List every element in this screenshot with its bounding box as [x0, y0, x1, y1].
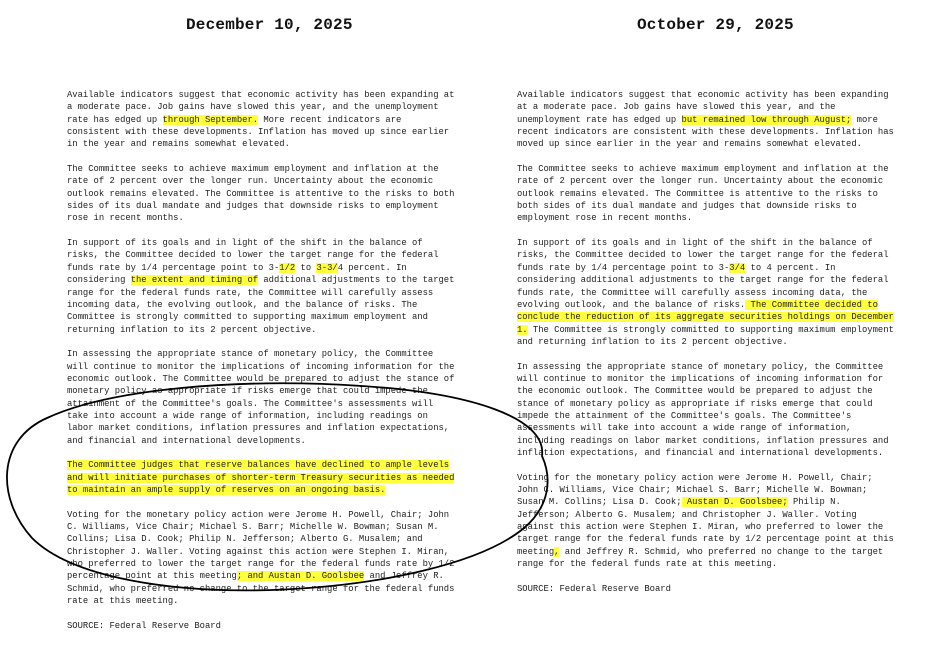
- highlighted-change: the extent and timing of: [130, 275, 259, 286]
- highlighted-change: through September.: [162, 114, 259, 125]
- text-segment: and Jeffrey R. Schmid, who preferred no change to the target: [559, 546, 884, 557]
- highlighted-change: 3/4: [729, 262, 746, 273]
- text-line: [67, 558, 454, 570]
- text-segment: John C. Williams, Vice Chair; Michael S. Barr; Michelle W. Bowman;: [517, 485, 868, 495]
- left-paragraph: [67, 89, 454, 151]
- text-segment: Christopher J. Waller. Voting against this action were Stephen I. Miran,: [67, 546, 450, 557]
- text-line: [67, 620, 454, 632]
- text-segment: The Committee is strongly committed to supporting maximum employment: [527, 324, 894, 335]
- highlighted-change: 3-3/: [316, 262, 338, 273]
- text-segment: rate at this meeting.: [67, 596, 179, 607]
- highlighted-change: ; and Austan D. Goolsbee: [236, 571, 365, 582]
- text-line: [67, 410, 454, 422]
- text-line: [517, 114, 894, 126]
- text-line: [517, 447, 894, 459]
- left-paragraph: [67, 509, 454, 608]
- text-segment: a moderate pace. Job gains have slowed this year, and the unemployment: [67, 102, 439, 113]
- text-segment: including readings on labor market conditions, inflation pressures and: [517, 435, 889, 446]
- text-segment: outlook remains elevated. The Committee is attentive to the risks to: [517, 188, 878, 199]
- text-segment: Available indicators suggest that economic activity has been expanding at: [67, 90, 455, 100]
- left-paragraph: [67, 237, 454, 336]
- text-segment: will continue to monitor the implications of incoming information for: [517, 373, 884, 384]
- text-line: [517, 287, 894, 299]
- text-segment: and returning inflation to its 2 percent objective.: [517, 336, 788, 347]
- text-line: [517, 521, 894, 533]
- text-segment: SOURCE: Federal Reserve Board: [67, 620, 221, 631]
- text-segment: at a moderate pace. Job gains have slowed this year, and the: [517, 102, 836, 113]
- text-segment: Schmid, who preferred no change to the target range for the federal funds: [67, 583, 455, 594]
- text-segment: SOURCE: Federal Reserve Board: [517, 583, 671, 594]
- text-segment: assessments will take into account a wide range of information,: [517, 423, 852, 434]
- text-line: [517, 558, 894, 570]
- text-line: [67, 138, 454, 150]
- text-line: [517, 200, 894, 212]
- text-line: [67, 373, 454, 385]
- highlighted-change: The Committee judges that reserve balances have declined to ample levels: [67, 460, 450, 471]
- text-segment: 4 percent. In: [337, 262, 407, 273]
- text-line: [67, 595, 454, 607]
- text-line: [67, 114, 454, 126]
- text-line: [67, 435, 454, 447]
- text-segment: and financial and international developments.: [67, 435, 306, 446]
- text-segment: considering additional adjustments to the target range for the federal: [517, 275, 889, 286]
- text-line: [67, 324, 454, 336]
- text-segment: impede the attainment of the Committee's goals. The Committee's: [517, 410, 852, 421]
- text-segment: and Jeffrey R.: [364, 571, 444, 582]
- right-paragraph: [517, 89, 894, 151]
- highlighted-change: 1.: [517, 324, 528, 335]
- text-segment: C. Williams, Vice Chair; Michael S. Barr; Michelle W. Bowman; Susan M.: [67, 522, 439, 533]
- text-segment: In assessing the appropriate stance of monetary policy, the Committee: [67, 349, 434, 360]
- right-paragraph: [517, 361, 894, 460]
- text-segment: target range for the federal funds rate by 1/2 percentage point at this: [517, 534, 894, 545]
- text-segment: both sides of its dual mandate and judges that downside risks to: [517, 201, 857, 212]
- highlighted-change: 1/2: [279, 262, 296, 273]
- text-line: [517, 533, 894, 545]
- text-line: [67, 472, 454, 484]
- text-line: [517, 361, 894, 373]
- text-line: [517, 262, 894, 274]
- text-segment: to: [295, 262, 317, 273]
- text-segment: rate of 2 percent over the longer run. Uncertainty about the economic: [67, 176, 434, 187]
- text-line: [67, 101, 454, 113]
- text-line: [67, 459, 454, 471]
- highlighted-change: The Committee decided to: [745, 299, 878, 310]
- october-statement-column: [517, 89, 894, 607]
- text-segment: incoming data, the evolving outlook, and the balance of risks. The: [67, 299, 418, 310]
- left-paragraph: [67, 620, 454, 632]
- text-line: [517, 101, 894, 113]
- text-line: [517, 249, 894, 261]
- text-segment: The Committee seeks to achieve maximum employment and inflation at the: [67, 164, 439, 175]
- text-line: [67, 188, 454, 200]
- right-date-heading: October 29, 2025: [637, 16, 794, 34]
- text-segment: inflation expectations, and financial and international developments.: [517, 447, 884, 458]
- text-line: [517, 138, 894, 150]
- text-segment: outlook remains elevated. The Committee is attentive to the risks to both: [67, 188, 455, 199]
- text-segment: the economic outlook. The Committee would be prepared to adjust the: [517, 386, 873, 397]
- text-segment: moved up since earlier in the year and remains somewhat elevated.: [517, 139, 862, 150]
- text-line: [67, 422, 454, 434]
- text-line: [517, 435, 894, 447]
- text-segment: Committee is strongly committed to supporting maximum employment and: [67, 312, 428, 323]
- text-segment: Jefferson; Alberto G. Musalem; and Christopher J. Waller. Voting: [517, 509, 857, 520]
- text-line: [517, 583, 894, 595]
- text-line: [517, 126, 894, 138]
- text-segment: range for the federal funds rate at this meeting.: [517, 559, 778, 570]
- text-line: [67, 348, 454, 360]
- text-segment: in the year and remains somewhat elevated.: [67, 139, 290, 150]
- text-segment: consistent with these developments. Inflation has moved up since earlier: [67, 127, 450, 138]
- text-line: [67, 583, 454, 595]
- text-line: [517, 496, 894, 508]
- text-line: [67, 521, 454, 533]
- text-segment: percentage point at this meeting: [67, 571, 237, 582]
- text-line: [517, 311, 894, 323]
- text-line: [517, 410, 894, 422]
- highlighted-change: ,: [554, 546, 560, 557]
- highlighted-change: conclude the reduction of its aggregate securities holdings on December: [517, 312, 894, 323]
- text-line: [517, 324, 894, 336]
- text-segment: More recent indicators are: [258, 114, 402, 125]
- highlighted-change: Austan D. Goolsbee;: [681, 497, 788, 508]
- text-segment: range for the federal funds rate, the Committee will carefully assess: [67, 287, 434, 298]
- text-segment: risks, the Committee decided to lower the target range for the federal: [517, 250, 889, 261]
- text-line: [517, 163, 894, 175]
- text-segment: labor market conditions, inflation pressures and inflation expectations,: [67, 423, 450, 434]
- text-segment: Voting for the monetary policy action were Jerome H. Powell, Chair; John: [67, 509, 450, 520]
- text-line: [67, 546, 454, 558]
- text-line: [67, 175, 454, 187]
- left-paragraph: [67, 459, 454, 496]
- text-line: [517, 509, 894, 521]
- text-line: [517, 546, 894, 558]
- text-line: [517, 175, 894, 187]
- text-segment: considering: [67, 275, 131, 286]
- text-line: [67, 484, 454, 496]
- text-segment: The Committee seeks to achieve maximum employment and inflation at the: [517, 164, 889, 175]
- text-segment: take into account a wide range of information, including readings on: [67, 410, 428, 421]
- text-segment: rate has edged up: [67, 114, 163, 125]
- text-segment: In support of its goals and in light of the shift in the balance of: [517, 238, 873, 249]
- text-line: [67, 200, 454, 212]
- text-line: [517, 398, 894, 410]
- text-segment: In assessing the appropriate stance of monetary policy, the Committee: [517, 361, 884, 372]
- text-segment: to 4 percent. In: [745, 262, 836, 273]
- text-segment: monetary policy as appropriate if risks emerge that could impede the: [67, 386, 428, 397]
- text-line: [517, 472, 894, 484]
- right-paragraph: [517, 163, 894, 225]
- text-line: [67, 287, 454, 299]
- text-segment: rate of 2 percent over the longer run. Uncertainty about the economic: [517, 176, 884, 187]
- right-paragraph: [517, 583, 894, 595]
- text-segment: Voting for the monetary policy action were Jerome H. Powell, Chair;: [517, 472, 873, 483]
- text-line: [67, 311, 454, 323]
- text-segment: rose in recent months.: [67, 213, 184, 224]
- text-segment: funds rate by 1/4 percentage point to 3-: [67, 262, 280, 273]
- text-segment: more: [851, 114, 878, 125]
- text-line: [67, 237, 454, 249]
- text-line: [517, 188, 894, 200]
- highlighted-change: but remained low through August;: [681, 114, 852, 125]
- text-line: [67, 249, 454, 261]
- text-line: [67, 89, 454, 101]
- text-line: [67, 126, 454, 138]
- highlighted-change: and will initiate purchases of shorter-term Treasury securities as needed: [67, 472, 455, 483]
- text-line: [517, 299, 894, 311]
- text-line: [67, 398, 454, 410]
- text-line: [67, 262, 454, 274]
- december-statement-column: [67, 89, 454, 644]
- text-line: [517, 422, 894, 434]
- text-segment: Philip N.: [787, 497, 841, 508]
- text-segment: sides of its dual mandate and judges that downside risks to employment: [67, 201, 439, 212]
- text-segment: employment rose in recent months.: [517, 213, 693, 224]
- text-segment: stance of monetary policy as appropriate if risks emerge that could: [517, 398, 873, 409]
- text-segment: Available indicators suggest that economic activity has been expanding: [517, 90, 889, 100]
- text-segment: unemployment rate has edged up: [517, 114, 682, 125]
- text-line: [67, 212, 454, 224]
- text-line: [67, 299, 454, 311]
- text-segment: In support of its goals and in light of the shift in the balance of: [67, 238, 423, 249]
- right-paragraph: [517, 472, 894, 571]
- text-line: [67, 570, 454, 582]
- text-segment: evolving outlook, and the balance of risks.: [517, 299, 746, 310]
- text-line: [67, 274, 454, 286]
- text-segment: risks, the Committee decided to lower the target range for the federal: [67, 250, 439, 261]
- text-segment: economic outlook. The Committee would be prepared to adjust the stance of: [67, 373, 455, 384]
- text-segment: returning inflation to its 2 percent objective.: [67, 324, 317, 335]
- text-line: [517, 237, 894, 249]
- text-segment: will continue to monitor the implications of incoming information for the: [67, 361, 455, 372]
- text-segment: Collins; Lisa D. Cook; Philip N. Jefferson; Alberto G. Musalem; and: [67, 534, 423, 545]
- text-segment: funds rate by 1/4 percentage point to 3-: [517, 262, 730, 273]
- text-line: [517, 89, 894, 101]
- highlighted-change: to maintain an ample supply of reserves on an ongoing basis.: [67, 485, 386, 495]
- text-segment: Susan M. Collins; Lisa D. Cook;: [517, 497, 682, 508]
- text-line: [517, 373, 894, 385]
- left-paragraph: [67, 163, 454, 225]
- text-line: [67, 385, 454, 397]
- left-paragraph: [67, 348, 454, 447]
- text-line: [517, 274, 894, 286]
- left-date-heading: December 10, 2025: [186, 16, 353, 34]
- text-line: [67, 509, 454, 521]
- right-paragraph: [517, 237, 894, 348]
- text-line: [517, 484, 894, 496]
- text-segment: recent indicators are consistent with these developments. Inflation has: [517, 127, 894, 138]
- text-segment: against this action were Stephen I. Miran, who preferred to lower the: [517, 522, 884, 533]
- text-line: [517, 385, 894, 397]
- text-segment: attainment of the Committee's goals. The Committee's assessments will: [67, 398, 434, 409]
- text-segment: meeting: [517, 546, 555, 557]
- text-segment: who preferred to lower the target range for the federal funds rate by 1/2: [67, 559, 455, 570]
- text-segment: funds rate, the Committee will carefully assess incoming data, the: [517, 287, 868, 298]
- text-line: [67, 163, 454, 175]
- text-line: [67, 533, 454, 545]
- text-line: [517, 336, 894, 348]
- text-line: [67, 361, 454, 373]
- text-segment: additional adjustments to the target: [258, 275, 455, 286]
- text-line: [517, 212, 894, 224]
